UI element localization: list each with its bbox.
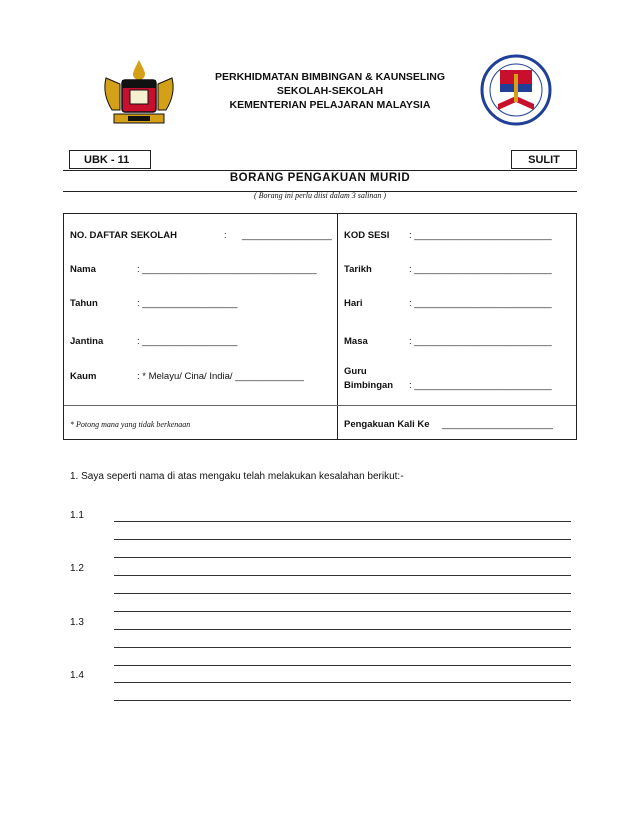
strike-note: * Potong mana yang tidak berkenaan (70, 420, 191, 429)
tarikh-label: Tarikh (344, 264, 372, 275)
student-details-table (63, 213, 577, 440)
item-number-1: 1.1 (70, 510, 84, 521)
form-subtitle: ( Borang ini perlu diisi dalam 3 salinan ) (254, 191, 386, 200)
masa-field[interactable]: : __________________________ (409, 336, 552, 347)
header-line-3: KEMENTERIAN PELAJARAN MALAYSIA (229, 99, 431, 111)
answer-line[interactable] (114, 700, 571, 701)
header-line-1: PERKHIDMATAN BIMBINGAN & KAUNSELING (214, 71, 446, 83)
kod-sesi-field[interactable]: : __________________________ (409, 230, 552, 241)
answer-line[interactable] (114, 593, 571, 594)
masa-label: Masa (344, 336, 368, 347)
tarikh-field[interactable]: : __________________________ (409, 264, 552, 275)
answer-line[interactable] (114, 611, 571, 612)
kpm-emblem-icon (480, 54, 552, 126)
no-daftar-field[interactable]: _________________ (242, 230, 332, 241)
answer-line[interactable] (114, 557, 571, 558)
item-number-4: 1.4 (70, 670, 84, 681)
tahun-field[interactable]: : __________________ (137, 298, 238, 309)
pengakuan-field[interactable]: _____________________ (442, 419, 553, 430)
pengakuan-label: Pengakuan Kali Ke (344, 419, 430, 430)
form-title: BORANG PENGAKUAN MURID (229, 172, 411, 184)
header-line-2: SEKOLAH-SEKOLAH (276, 85, 384, 97)
hari-label: Hari (344, 298, 363, 309)
item-number-3: 1.3 (70, 617, 84, 628)
jantina-field[interactable]: : __________________ (137, 336, 238, 347)
form-code-badge: UBK - 11 (69, 150, 151, 169)
agency-header (180, 70, 480, 112)
answer-line[interactable] (114, 665, 571, 666)
answer-line[interactable] (114, 539, 571, 540)
hari-field[interactable]: : __________________________ (409, 298, 552, 309)
guru-label-1: Guru (344, 366, 367, 377)
classification-badge: SULIT (511, 150, 577, 169)
answer-line[interactable] (114, 682, 571, 683)
guru-label-2: Bimbingan (344, 380, 394, 391)
statement-text: 1. Saya seperti nama di atas mengaku telah melakukan kesalahan berikut:- (70, 471, 404, 482)
coat-of-arms-icon (100, 58, 178, 128)
answer-line[interactable] (114, 521, 571, 522)
answer-line[interactable] (114, 647, 571, 648)
kaum-label: Kaum (70, 371, 97, 382)
answer-line[interactable] (114, 575, 571, 576)
kod-sesi-label: KOD SESI (344, 230, 390, 241)
no-daftar-label: NO. DAFTAR SEKOLAH (70, 230, 177, 241)
tahun-label: Tahun (70, 298, 98, 309)
form-title-bar (63, 170, 577, 192)
jantina-label: Jantina (70, 336, 104, 347)
guru-field[interactable]: : __________________________ (409, 380, 552, 391)
item-number-2: 1.2 (70, 563, 84, 574)
nama-label: Nama (70, 264, 96, 275)
kaum-field[interactable]: : * Melayu/ Cina/ India/ _____________ (137, 371, 304, 382)
no-daftar-sep: : (224, 230, 227, 241)
answer-line[interactable] (114, 629, 571, 630)
nama-field[interactable]: : _________________________________ (137, 264, 317, 275)
row-divider (64, 405, 576, 406)
